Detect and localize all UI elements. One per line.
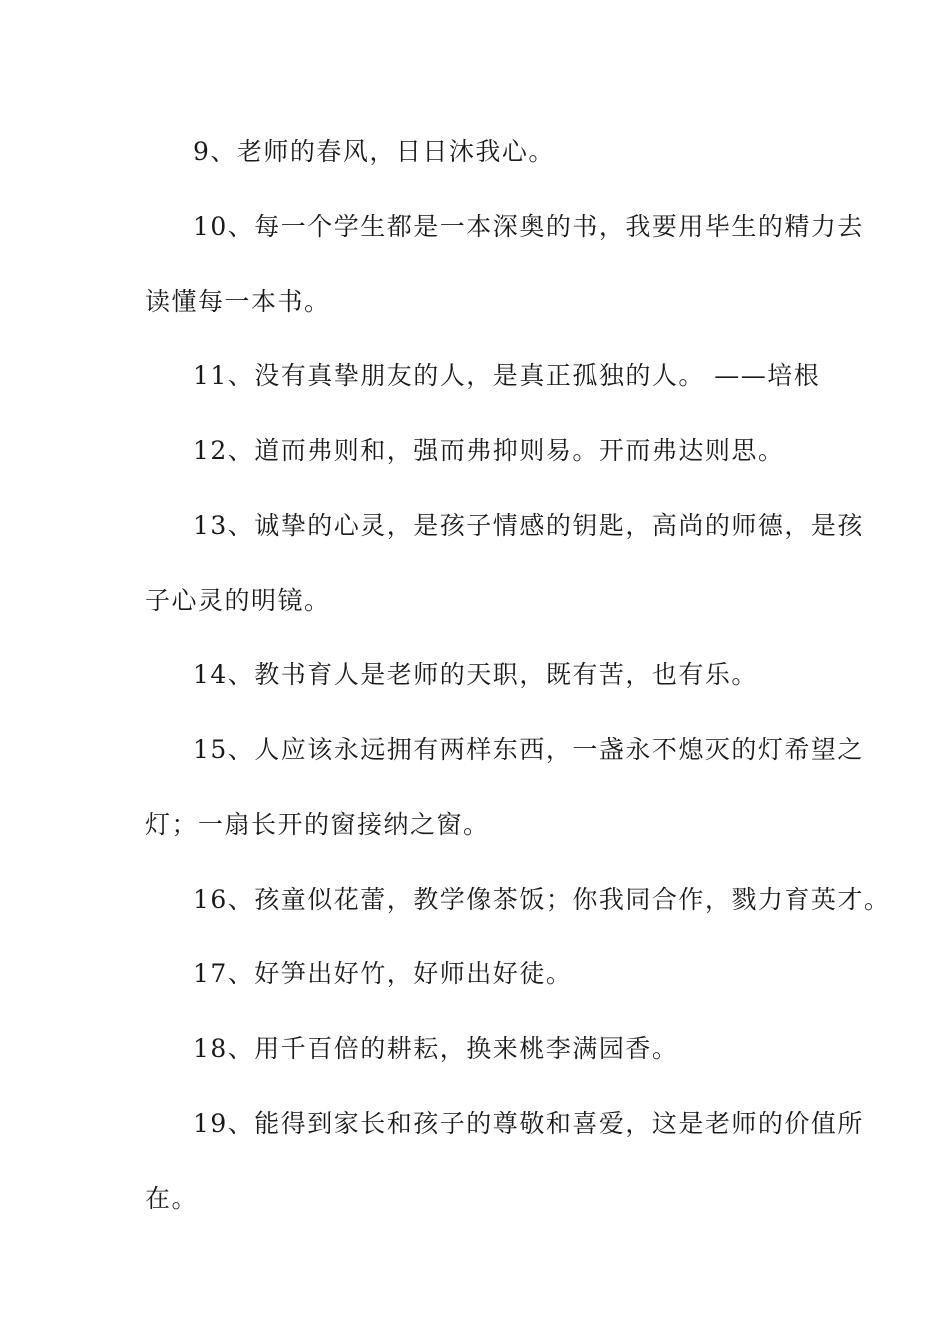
quote-19-line-1: 19、能得到家长和孩子的尊敬和喜爱，这是老师的价值所 (193, 1109, 864, 1138)
quote-15-line-1: 15、人应该永远拥有两样东西，一盏永不熄灭的灯希望之 (193, 735, 864, 764)
quote-17: 17、好笋出好竹，好师出好徒。 (193, 959, 573, 988)
quote-13-line-1: 13、诚挚的心灵，是孩子情感的钥匙，高尚的师德，是孩 (193, 511, 864, 540)
quote-10-line-2: 读懂每一本书。 (145, 287, 331, 316)
quote-19-line-2: 在。 (145, 1184, 199, 1213)
quote-18: 18、用千百倍的耕耘，换来桃李满园香。 (193, 1034, 679, 1063)
quote-10-line-1: 10、每一个学生都是一本深奥的书，我要用毕生的精力去 (193, 212, 864, 241)
quote-13-line-2: 子心灵的明镜。 (145, 586, 331, 615)
quote-14: 14、教书育人是老师的天职，既有苦，也有乐。 (193, 660, 758, 689)
quote-11: 11、没有真挚朋友的人，是真正孤独的人。 ——培根 (193, 361, 821, 390)
quote-12: 12、道而弗则和，强而弗抑则易。开而弗达则思。 (193, 436, 785, 465)
quote-15-line-2: 灯；一扇长开的窗接纳之窗。 (145, 810, 490, 839)
quote-9: 9、老师的春风，日日沐我心。 (193, 137, 555, 166)
quote-16: 16、孩童似花蕾，教学像茶饭；你我同合作，戮力育英才。 (193, 885, 891, 914)
